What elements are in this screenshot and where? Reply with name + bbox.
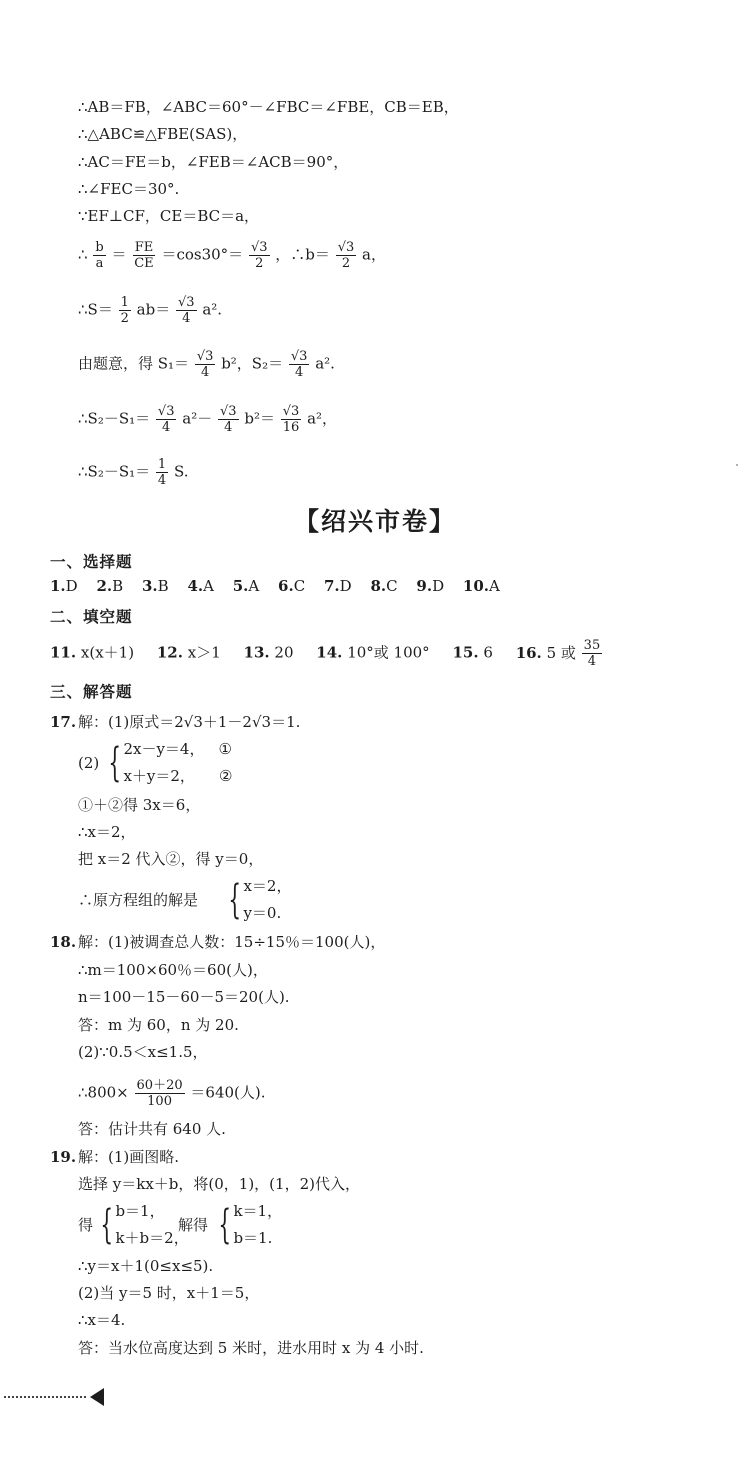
question-number: 14. <box>316 643 343 662</box>
question-number-18: 18. <box>50 933 77 951</box>
q19-line-7: 答：当水位高度达到 5 米时，进水用时 x 为 4 小时. <box>78 1339 424 1357</box>
fraction-80-over-100 <box>135 1078 185 1109</box>
choice-answer <box>187 577 214 595</box>
answer-value: 5 或 <box>546 643 576 662</box>
fill-answer <box>50 644 134 662</box>
footer-dotted-rule <box>4 1396 86 1398</box>
system-equation-2: k＋b＝2， <box>115 1229 189 1247</box>
fraction-denominator: 4 <box>182 311 191 326</box>
equation-text: x＋y＝2， <box>123 767 195 785</box>
prefix-text: ∴800× <box>78 1083 129 1102</box>
fraction-denominator: CE <box>134 256 154 271</box>
question-number: 11. <box>50 643 77 662</box>
mid-text: a²－ <box>182 409 213 428</box>
q17-line-1: 解：(1)原式＝2√3＋1－2√3＝1. <box>78 713 301 731</box>
fraction-denominator: 4 <box>224 420 233 435</box>
q18-line-1: 解：(1)被调查总人数：15÷15％＝100(人)， <box>78 933 386 951</box>
question-number: 13. <box>243 643 270 662</box>
fraction-numerator: √3 <box>220 404 237 419</box>
fraction-fe-over-ce <box>132 240 155 271</box>
answer-value: 10°或 100° <box>347 643 430 662</box>
answer-value: 6 <box>483 643 493 662</box>
q17-line-4: ∴x＝2， <box>78 823 136 841</box>
answer-value: x(x＋1) <box>80 643 135 662</box>
proof-line-5: ∵EF⊥CF，CE＝BC＝a， <box>78 207 260 225</box>
choice-answer <box>463 577 500 595</box>
page-triangle-icon <box>90 1388 104 1406</box>
part-heading-choice: 一、选择题 <box>50 553 133 571</box>
q19-equation-system <box>94 1198 189 1252</box>
proof-line-cos <box>78 240 386 271</box>
question-number: 15. <box>452 643 479 662</box>
prefix-text: 由题意，得 S₁＝ <box>78 354 190 373</box>
fraction-denominator: 4 <box>295 365 304 380</box>
fill-answers <box>50 638 603 669</box>
answer-value: 20 <box>274 643 294 662</box>
fraction-half <box>119 295 131 326</box>
q18-line-5: (2)∵0.5＜x≤1.5， <box>78 1043 208 1061</box>
equation-marker: ② <box>218 767 233 785</box>
b-equals-text: ，∴b＝ <box>275 245 330 264</box>
proof-line-final <box>78 457 188 488</box>
part-heading-solve: 三、解答题 <box>50 683 133 701</box>
choice-answer <box>233 577 260 595</box>
proof-line-s1-s2 <box>78 349 335 380</box>
q18-line-3: n＝100－15－60－5＝20(人). <box>78 988 290 1006</box>
solution-line-1: x＝2， <box>243 877 292 895</box>
answer-value: x＞1 <box>187 643 221 662</box>
answer-value: B <box>157 577 169 595</box>
proof-line-2: ∴△ABC≌△FBE(SAS)， <box>78 125 248 143</box>
question-number: 8. <box>370 577 387 595</box>
fraction-sqrt3-over-4b <box>218 404 239 435</box>
q17-line-3: ①＋②得 3x＝6， <box>78 796 201 814</box>
fraction-sqrt3-over-16 <box>281 404 302 435</box>
suffix-text: ＝640(人). <box>190 1083 266 1102</box>
fraction-denominator: 4 <box>587 654 597 669</box>
q19-line-2: 选择 y＝kx＋b，将(0，1)，(1，2)代入， <box>78 1175 360 1193</box>
part-heading-fill: 二、填空题 <box>50 608 133 626</box>
answer-value: B <box>112 577 124 595</box>
question-number: 10. <box>462 577 489 595</box>
prefix-text: ∴S₂－S₁＝ <box>78 462 151 481</box>
answer-value: A <box>248 577 260 595</box>
system-equation-2 <box>123 763 232 790</box>
prefix-text: ∴S₂－S₁＝ <box>78 409 151 428</box>
q17-solution-system <box>222 873 291 927</box>
question-number: 9. <box>416 577 433 595</box>
equals-text: ＝ <box>111 245 127 264</box>
question-number: 1. <box>50 577 66 595</box>
brace-icon: { <box>108 740 122 786</box>
mid-text-2: b²＝ <box>244 409 275 428</box>
answer-value: C <box>386 577 398 595</box>
question-number: 6. <box>278 577 294 595</box>
q17-line-6: ∴原方程组的解是 <box>78 891 199 909</box>
fraction-sqrt3-over-2 <box>249 240 270 271</box>
q19-line-6: ∴x＝4. <box>78 1311 126 1329</box>
fraction-numerator: 60＋20 <box>136 1078 183 1093</box>
fraction-numerator: √3 <box>290 349 308 364</box>
proof-line-difference <box>78 404 337 435</box>
fraction-numerator: b <box>95 240 104 255</box>
section-title: 【绍兴市卷】 <box>293 507 456 536</box>
therefore-text: ∴ <box>78 245 88 264</box>
choice-answer <box>278 577 305 595</box>
fraction-numerator: √3 <box>282 404 300 419</box>
q17-equation-system <box>102 736 232 790</box>
fraction-denominator: 2 <box>120 311 129 326</box>
fraction-b-over-a <box>93 240 105 271</box>
q19-line-4: ∴y＝x＋1(0≤x≤5). <box>78 1257 214 1275</box>
fill-answer <box>244 644 294 662</box>
fraction-numerator: √3 <box>157 404 175 419</box>
choice-answers <box>50 577 500 595</box>
fraction-denominator: 4 <box>200 365 210 380</box>
fraction-denominator: 16 <box>282 420 300 435</box>
q18-line-2: ∴m＝100×60％＝60(人)， <box>78 961 268 979</box>
fraction-sqrt3-over-2b <box>336 240 357 271</box>
answer-value: D <box>339 577 352 595</box>
fraction-denominator: a <box>95 256 104 271</box>
fraction-numerator: FE <box>134 240 154 255</box>
fraction-denominator: 100 <box>147 1094 172 1109</box>
system-equation-1 <box>123 736 232 763</box>
fraction-numerator: 1 <box>120 295 129 310</box>
mid-text: b²，S₂＝ <box>221 354 284 373</box>
choice-answer <box>96 577 123 595</box>
fraction-denominator: 2 <box>255 256 264 271</box>
equation-text: 2x－y＝4， <box>123 740 205 758</box>
suffix-text: a²， <box>307 409 338 428</box>
question-number: 4. <box>187 577 204 595</box>
fraction-sqrt3-over-4 <box>176 295 197 326</box>
suffix-text: a， <box>362 245 386 264</box>
fraction-sqrt3-over-4 <box>195 349 216 380</box>
answer-value: A <box>489 577 500 595</box>
answer-value: D <box>65 577 78 595</box>
q18-line-6 <box>78 1078 266 1109</box>
fraction-numerator: 35 <box>583 638 601 653</box>
scan-speck <box>736 464 738 466</box>
question-number: 12. <box>156 643 183 662</box>
brace-icon: { <box>228 877 242 923</box>
fraction-numerator: √3 <box>337 240 355 255</box>
prefix-text: ∴S＝ <box>78 300 113 319</box>
suffix-text: a². <box>202 300 223 319</box>
proof-line-area <box>78 295 222 326</box>
q18-line-7: 答：估计共有 640 人. <box>78 1120 226 1138</box>
mid-text: ab＝ <box>136 300 171 319</box>
choice-answer <box>142 577 169 595</box>
fraction-denominator: 4 <box>162 420 171 435</box>
q19-line-5: (2)当 y＝5 时，x＋1＝5， <box>78 1284 260 1302</box>
question-number-19: 19. <box>50 1148 77 1166</box>
answer-value: A <box>203 577 214 595</box>
q18-line-4: 答：m 为 60，n 为 20. <box>78 1016 239 1034</box>
q17-line-5: 把 x＝2 代入②，得 y＝0， <box>78 850 264 868</box>
proof-line-1: ∴AB＝FB，∠ABC＝60°－∠FBC＝∠FBE，CB＝EB， <box>78 98 459 116</box>
question-number-17: 17. <box>50 713 77 731</box>
equation-marker: ① <box>218 740 232 758</box>
fraction-sqrt3-over-4b <box>289 349 310 380</box>
suffix-text: S. <box>173 462 189 481</box>
proof-line-4: ∴∠FEC＝30°. <box>78 180 180 198</box>
q19-solution-system <box>212 1198 282 1252</box>
answer-value: C <box>293 577 306 595</box>
cos-text: ＝cos30°＝ <box>161 245 244 264</box>
question-number: 5. <box>232 577 249 595</box>
question-number: 2. <box>96 577 113 595</box>
choice-answer <box>370 577 397 595</box>
solution-line-2: y＝0. <box>243 904 282 922</box>
suffix-text: a². <box>315 354 335 373</box>
question-number: 16. <box>515 643 542 662</box>
fill-answer <box>157 644 221 662</box>
q19-line-3-mid: 解得 <box>178 1216 209 1234</box>
question-number: 3. <box>141 577 158 595</box>
fraction-denominator: 2 <box>341 256 351 271</box>
fraction-quarter <box>156 457 168 488</box>
fraction-numerator: √3 <box>178 295 195 310</box>
choice-answer <box>416 577 444 595</box>
q19-line-1: 解：(1)画图略. <box>78 1148 180 1166</box>
fill-answer <box>316 644 429 662</box>
fraction-sqrt3-over-4 <box>156 404 177 435</box>
fraction-35-over-4 <box>582 638 603 669</box>
fill-answer <box>452 644 492 662</box>
answer-value: D <box>432 577 445 595</box>
solution-line-2: b＝1. <box>233 1229 273 1247</box>
fraction-numerator: √3 <box>250 240 268 255</box>
brace-icon: { <box>218 1202 232 1248</box>
fraction-numerator: 1 <box>157 457 167 472</box>
system-equation-1: b＝1， <box>115 1202 165 1220</box>
fraction-denominator: 4 <box>157 473 167 488</box>
proof-line-3: ∴AC＝FE＝b，∠FEB＝∠ACB＝90°， <box>78 153 349 171</box>
solution-line-1: k＝1， <box>233 1202 283 1220</box>
choice-answer <box>50 577 78 595</box>
fraction-numerator: √3 <box>196 349 214 364</box>
q19-line-3-prefix: 得 <box>78 1216 94 1234</box>
q17-sys-label: (2) <box>78 754 100 772</box>
fill-answer <box>515 638 604 669</box>
choice-answer <box>324 577 352 595</box>
brace-icon: { <box>100 1202 114 1248</box>
question-number: 7. <box>323 577 340 595</box>
